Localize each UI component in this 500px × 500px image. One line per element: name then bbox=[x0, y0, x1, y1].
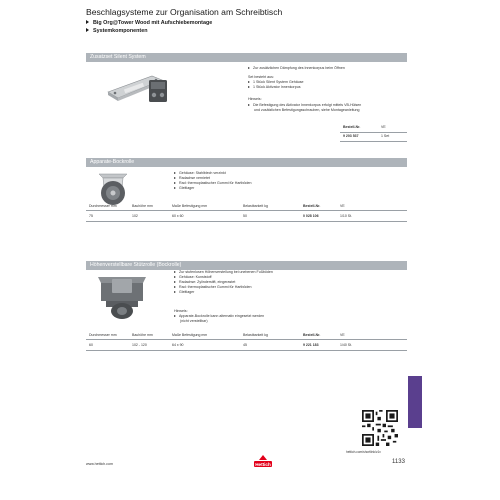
triangle-bullet-icon bbox=[174, 315, 176, 317]
qr-shortlink[interactable]: hettich.com/shortlink/z1v bbox=[346, 450, 381, 454]
triangle-bullet-icon bbox=[174, 291, 176, 293]
bockrolle-feature-2: Radachse vernietet bbox=[174, 176, 210, 181]
table2-height: 102 bbox=[132, 214, 138, 218]
table2-mounting: 60 x 60 bbox=[172, 214, 184, 218]
chapter-side-tab[interactable] bbox=[408, 376, 422, 428]
table1-divider-bottom bbox=[340, 141, 407, 142]
stuetzrolle-image bbox=[92, 271, 152, 321]
breadcrumb-item-1[interactable]: Big Org@Tower Wood mit Aufschiebemontage bbox=[86, 20, 212, 26]
table1-header-ve: VE bbox=[381, 125, 386, 129]
triangle-bullet-icon bbox=[86, 28, 89, 32]
footer-website-link[interactable]: www.hettich.com bbox=[86, 462, 113, 466]
silent-intro-text: Zur zusätzlichen Dämpfung des Innenkorpus beim Öffnen bbox=[248, 66, 345, 71]
table1-order-no[interactable]: 9 203 537 bbox=[343, 134, 359, 138]
table3-diameter: 60 bbox=[89, 343, 93, 347]
table2-header-load: Belastbarkeit kg bbox=[243, 204, 268, 208]
note-text-1b: und zusätzlichen Befestigungsschrauben, siehe Montageanleitung bbox=[254, 108, 360, 112]
triangle-bullet-icon bbox=[248, 86, 250, 88]
table1-divider bbox=[340, 132, 407, 133]
triangle-bullet-icon bbox=[248, 81, 250, 83]
triangle-bullet-icon bbox=[174, 177, 176, 179]
hettich-logo-icon bbox=[253, 455, 273, 468]
table3-header-order-no: Bestell-Nr. bbox=[303, 333, 321, 337]
triangle-bullet-icon bbox=[174, 182, 176, 184]
page-title: Beschlagsysteme zur Organisation am Schreibtisch bbox=[86, 7, 283, 17]
stuetzrolle-feature-5: Gleitlager bbox=[174, 290, 194, 295]
triangle-bullet-icon bbox=[248, 104, 250, 106]
table3-order-no[interactable]: 9 221 183 bbox=[303, 343, 319, 347]
table3-header-height: Bauhöhe mm bbox=[132, 333, 153, 337]
qr-code-icon[interactable] bbox=[362, 410, 398, 446]
activator-inner-body-image bbox=[147, 78, 169, 104]
bockrolle-feature-4: Gleitlager bbox=[174, 186, 194, 191]
note-text-1a: Die Befestigung des Aktivator Innenkorpus erfolgt mittels VB-Hülsen bbox=[248, 103, 361, 108]
section-header-apparate-bockrolle: Apparate-Bockrolle bbox=[86, 158, 407, 167]
table2-load: 50 bbox=[243, 214, 247, 218]
stuetzrolle-feature-1: Zur stufenlosen Höhenverstellung bei unebenen Fußböden bbox=[174, 270, 273, 275]
table2-header-order-no: Bestell-Nr. bbox=[303, 204, 321, 208]
table2-diameter: 75 bbox=[89, 214, 93, 218]
apparate-bockrolle-image bbox=[96, 170, 130, 208]
table3-height: 102 - 120 bbox=[132, 343, 147, 347]
table2-header-height: Bauhöhe mm bbox=[132, 204, 153, 208]
table3-mounting: 64 x 90 bbox=[172, 343, 184, 347]
bockrolle-feature-3: Rad: thermoplastischer Gummi für Hartböden bbox=[174, 181, 252, 186]
table3-header-ve: VE bbox=[340, 333, 345, 337]
table3-divider bbox=[86, 339, 407, 340]
triangle-bullet-icon bbox=[174, 276, 176, 278]
set-item-1: 1 Stück Silent System Gehäuse bbox=[248, 80, 304, 85]
triangle-bullet-icon bbox=[174, 172, 176, 174]
breadcrumb-item-2[interactable]: Systemkomponenten bbox=[86, 28, 148, 34]
table2-divider-bottom bbox=[86, 221, 407, 222]
stuetzrolle-feature-4: Rad: thermoplastischer Gummi für Hartböden bbox=[174, 285, 252, 290]
section-header-silent-system: Zusatzset Silent System bbox=[86, 53, 407, 62]
note-text-3b: (nicht verstellbar) bbox=[180, 319, 208, 323]
bockrolle-feature-1: Gehäuse: Stahlblech verzinkt bbox=[174, 171, 226, 176]
table1-ve: 1 Set bbox=[381, 134, 390, 138]
note-label-1: Hinweis: bbox=[248, 97, 262, 101]
set-consists-label: Set besteht aus: bbox=[248, 75, 274, 79]
table3-ve: 1/40 St. bbox=[340, 343, 353, 347]
note-text-3a: Apparate-Bockrolle kann alternativ eingesetzt werden bbox=[174, 314, 264, 319]
table2-header-diameter: Durchmesser mm bbox=[89, 204, 117, 208]
table3-divider-bottom bbox=[86, 350, 407, 351]
table2-ve: 1/10 St. bbox=[340, 214, 353, 218]
table3-load: 45 bbox=[243, 343, 247, 347]
triangle-bullet-icon bbox=[174, 271, 176, 273]
stuetzrolle-feature-2: Gehäuse: Kunststoff bbox=[174, 275, 212, 280]
table3-header-mounting: Maße Befestigung mm bbox=[172, 333, 208, 337]
triangle-bullet-icon bbox=[174, 187, 176, 189]
table2-header-ve: VE bbox=[340, 204, 345, 208]
table2-order-no[interactable]: 0 028 106 bbox=[303, 214, 319, 218]
svg-text:Hettich: Hettich bbox=[255, 461, 271, 467]
section-header-stuetzrolle: Höhenverstellbare Stützrolle (Bockrolle) bbox=[86, 261, 407, 270]
triangle-bullet-icon bbox=[248, 67, 250, 69]
set-item-2: 1 Stück Aktivator Innenkorpus bbox=[248, 85, 301, 90]
note-label-3: Hinweis: bbox=[174, 309, 188, 313]
stuetzrolle-feature-3: Radachse: Zylinderstift, eingerastet bbox=[174, 280, 235, 285]
triangle-bullet-icon bbox=[86, 20, 89, 24]
triangle-bullet-icon bbox=[174, 281, 176, 283]
table2-header-mounting: Maße Befestigung mm bbox=[172, 204, 208, 208]
page-number: 1133 bbox=[392, 459, 405, 465]
table1-header-order-no: Bestell-Nr. bbox=[343, 125, 361, 129]
triangle-bullet-icon bbox=[174, 286, 176, 288]
table2-divider bbox=[86, 210, 407, 211]
table3-header-diameter: Durchmesser mm bbox=[89, 333, 117, 337]
table3-header-load: Belastbarkeit kg bbox=[243, 333, 268, 337]
